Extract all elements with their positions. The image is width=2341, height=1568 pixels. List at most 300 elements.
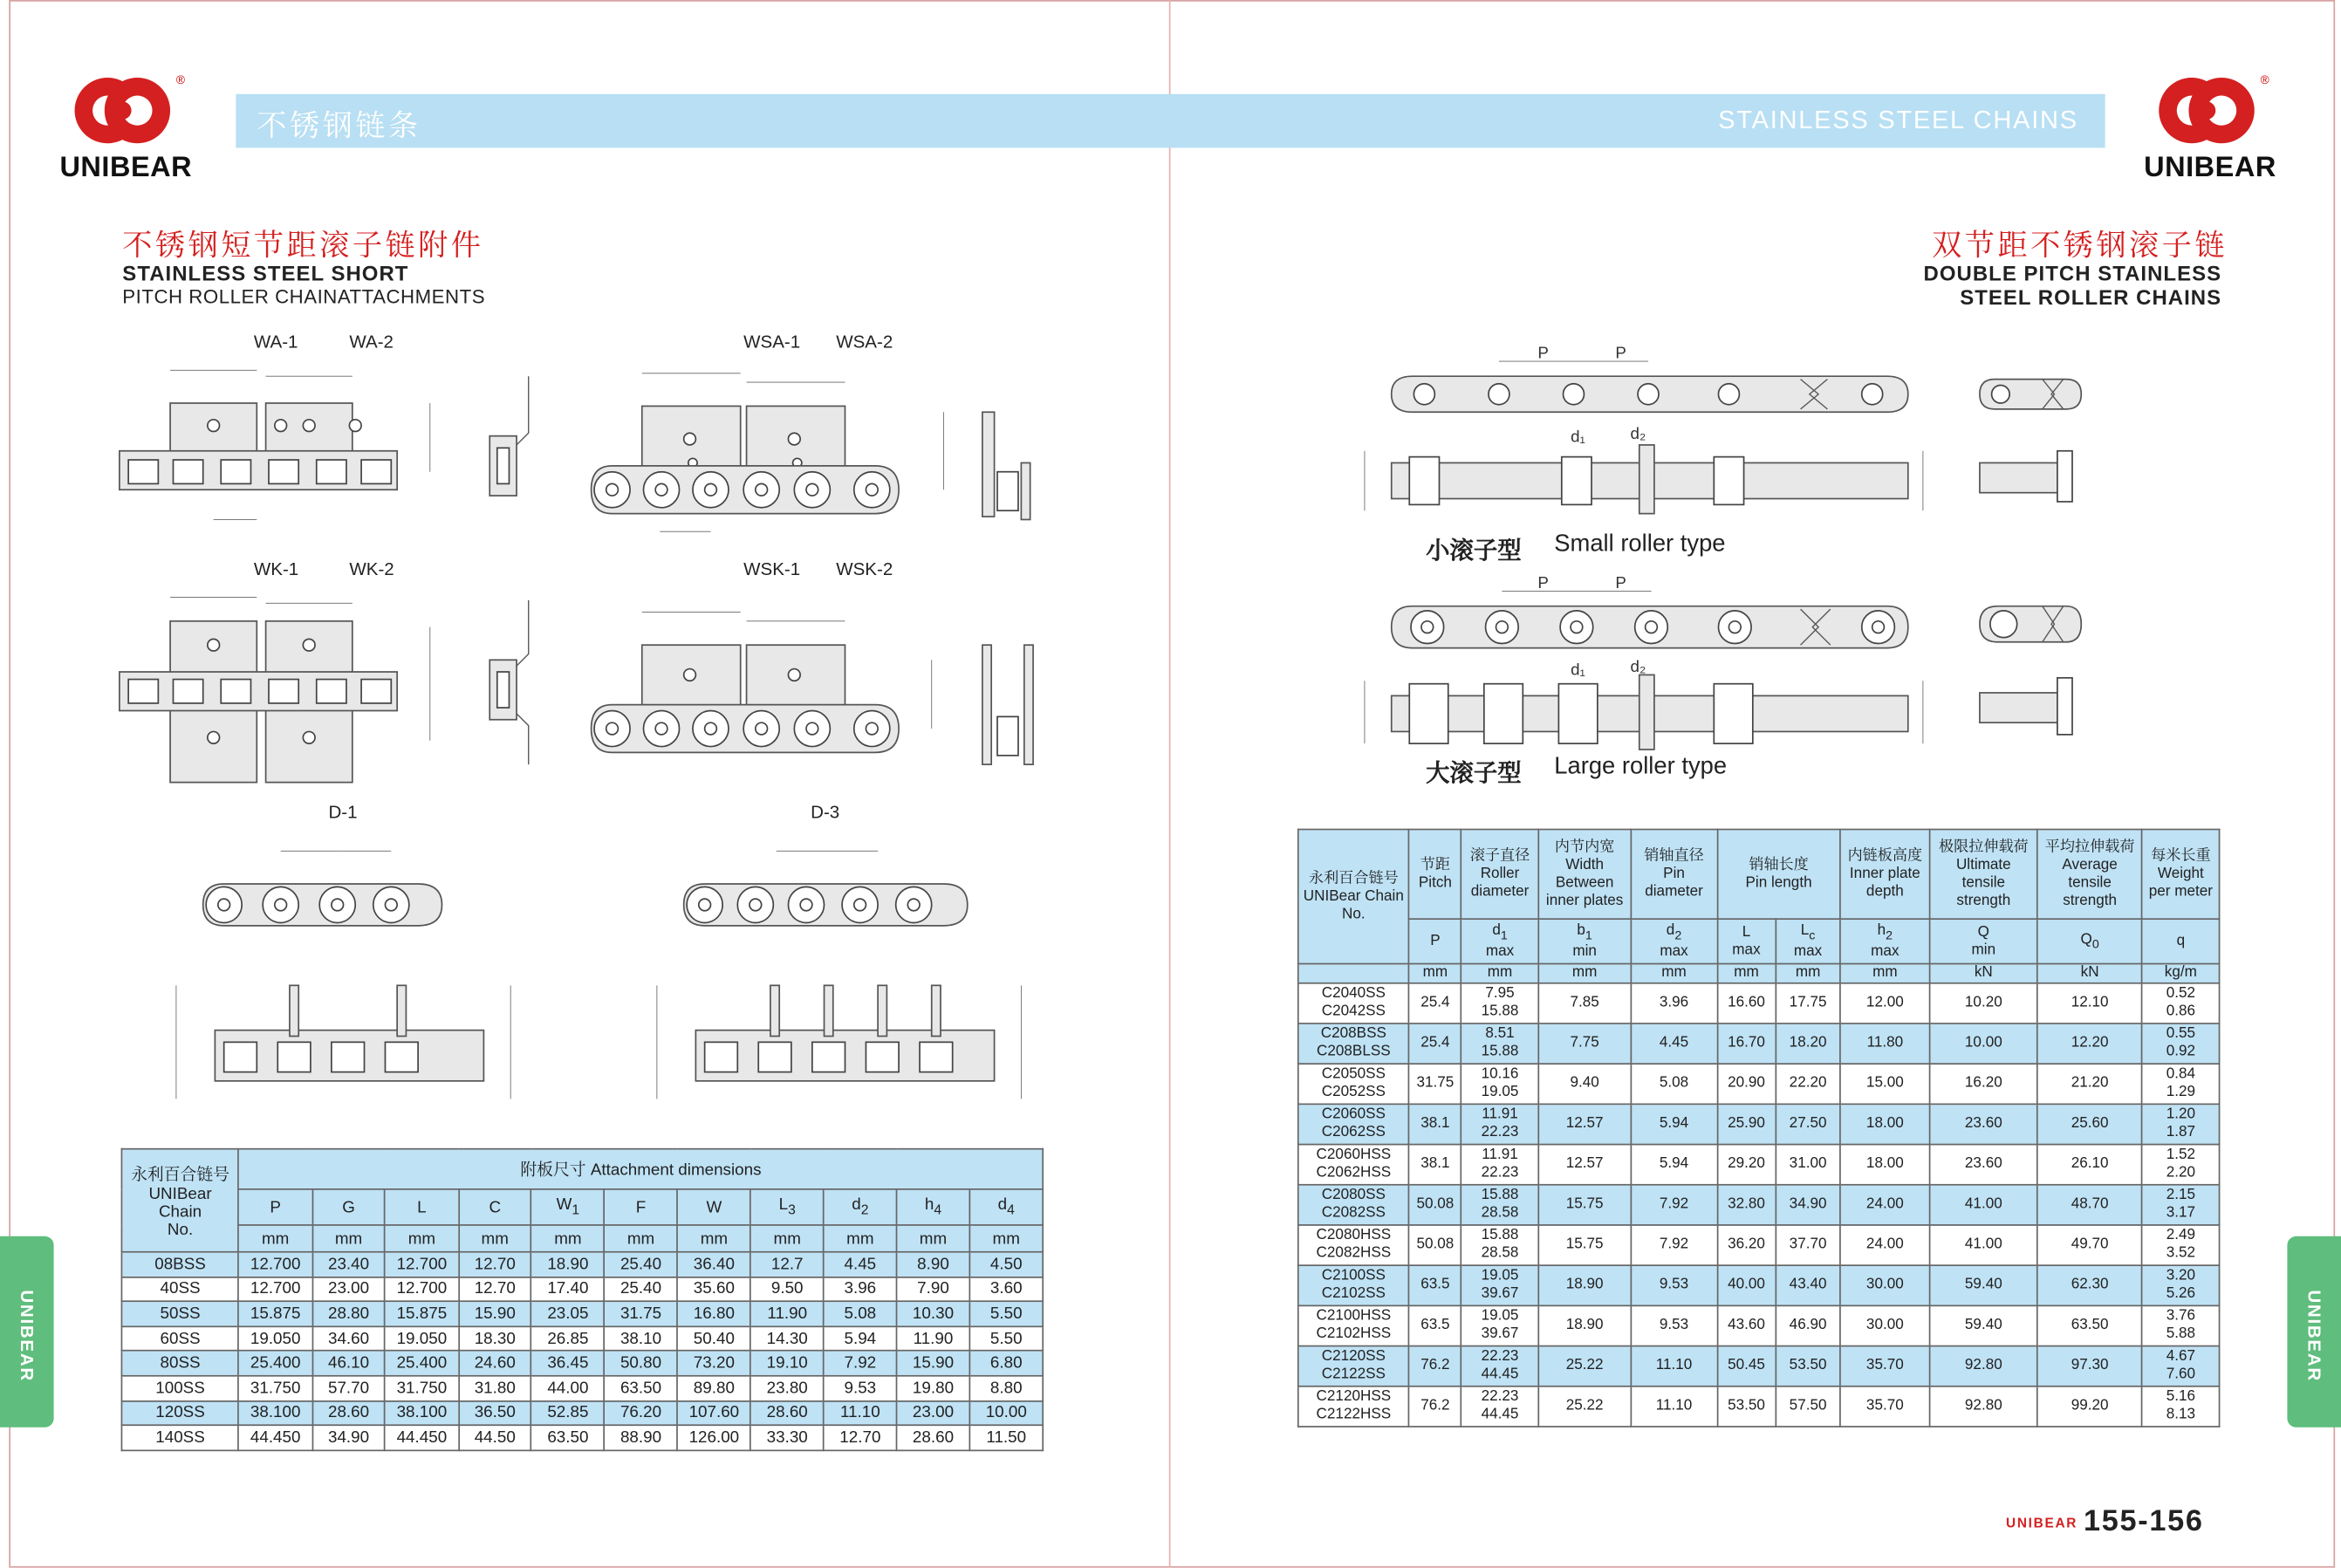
table-row [1298, 1024, 2220, 1064]
value-cell: 36.20 [1717, 1225, 1776, 1265]
brand-name-right: UNIBEAR [2144, 152, 2276, 184]
value-cell: 5.50 [969, 1302, 1043, 1326]
value-cell: 16.80 [677, 1302, 750, 1326]
left-title-cn: 不锈钢短节距滚子链附件 [122, 227, 484, 264]
symbol-cell: L max [1717, 919, 1776, 963]
table-row [121, 1326, 1043, 1351]
value-cell: 34.90 [312, 1426, 386, 1450]
chain-no-cell: C2120SS C2122SS [1298, 1346, 1409, 1387]
unit-cell: mm [969, 1225, 1043, 1252]
value-cell: 40.00 [1717, 1265, 1776, 1305]
spec-header-en: Roller diameter [1470, 865, 1530, 900]
value-cell: 15.88 28.58 [1461, 1185, 1538, 1225]
value-cell: 0.84 1.29 [2142, 1064, 2219, 1104]
value-cell: 63.50 [2037, 1305, 2142, 1345]
value-cell: 24.60 [458, 1351, 531, 1375]
side-tab-label: UNIBEAR [2303, 1290, 2325, 1382]
value-cell: 76.20 [605, 1400, 678, 1425]
value-cell: 27.50 [1776, 1104, 1840, 1144]
value-cell: 5.08 [824, 1302, 897, 1326]
value-cell: 12.7 [750, 1252, 824, 1277]
value-cell: 19.10 [750, 1351, 824, 1375]
value-cell: 36.50 [458, 1400, 531, 1425]
value-cell: 44.50 [458, 1426, 531, 1450]
symbol-cell: $Q_0$ [2037, 919, 2142, 963]
value-cell: 8.80 [969, 1376, 1043, 1400]
chain-no-header-cn: 永利百合链号 [131, 1166, 230, 1184]
value-cell: 24.00 [1840, 1185, 1929, 1225]
brand-name-left: UNIBEAR [59, 152, 193, 184]
value-cell: 25.400 [239, 1351, 312, 1375]
value-cell: 38.10 [605, 1326, 678, 1351]
value-cell: 12.00 [1840, 983, 1929, 1024]
value-cell: 25.4 [1409, 983, 1461, 1024]
brand-logo-icon [69, 75, 182, 150]
spec-header [1840, 830, 1929, 920]
value-cell: 25.400 [385, 1351, 458, 1375]
value-cell: 15.875 [385, 1302, 458, 1326]
label-wa2: WA-2 [349, 331, 394, 353]
col-header: $W_1$ [531, 1189, 605, 1225]
value-cell: 23.60 [1930, 1145, 2038, 1185]
label-wsa1: WSA-1 [743, 331, 801, 353]
side-tab-label: UNIBEAR [16, 1290, 38, 1382]
value-cell: 3.76 5.88 [2142, 1305, 2219, 1345]
value-cell: 23.00 [312, 1277, 386, 1301]
value-cell: 12.10 [2037, 983, 2142, 1024]
unit-cell: kg/m [2142, 964, 2219, 983]
value-cell: 14.30 [750, 1326, 824, 1351]
value-cell: 63.5 [1409, 1265, 1461, 1305]
value-cell: 10.20 [1930, 983, 2038, 1024]
value-cell: 33.30 [750, 1426, 824, 1450]
value-cell: 15.90 [897, 1351, 970, 1375]
value-cell: 53.50 [1717, 1387, 1776, 1427]
col-header: C [458, 1189, 531, 1225]
value-cell: 18.90 [1538, 1265, 1631, 1305]
table-row [1298, 1305, 2220, 1345]
chain-no-cell: C208BSS C208BLSS [1298, 1024, 1409, 1064]
left-title-en-2: PITCH ROLLER CHAINATTACHMENTS [122, 284, 486, 308]
col-header: W [677, 1189, 750, 1225]
value-cell: 52.85 [531, 1400, 605, 1425]
value-cell: 7.92 [824, 1351, 897, 1375]
small-roller-chain-drawing [1344, 338, 1941, 531]
label-d1: D-1 [328, 801, 358, 823]
value-cell: 17.40 [531, 1277, 605, 1301]
value-cell: 11.80 [1840, 1024, 1929, 1064]
value-cell: 7.92 [1631, 1225, 1717, 1265]
unit-cell: mm [824, 1225, 897, 1252]
value-cell: 35.70 [1840, 1387, 1929, 1427]
value-cell: 15.00 [1840, 1064, 1929, 1104]
value-cell: 63.50 [605, 1376, 678, 1400]
label-wsa2: WSA-2 [836, 331, 893, 353]
attachment-dimensions-table [121, 1148, 1044, 1451]
value-cell: 5.94 [1631, 1145, 1717, 1185]
value-cell: 10.16 19.05 [1461, 1064, 1538, 1104]
registered-mark: ® [175, 72, 186, 87]
value-cell: 31.750 [239, 1376, 312, 1400]
value-cell: 25.22 [1538, 1387, 1631, 1427]
value-cell: 4.45 [1631, 1024, 1717, 1064]
table-row [1298, 983, 2220, 1024]
chain-no-cell: C2100HSS C2102HSS [1298, 1305, 1409, 1345]
value-cell: 11.90 [750, 1302, 824, 1326]
value-cell: 30.00 [1840, 1305, 1929, 1345]
unit-cell: mm [239, 1225, 312, 1252]
page-number-value: 155-156 [2084, 1504, 2204, 1538]
right-title-cn: 双节距不锈钢滚子链 [1932, 227, 2228, 264]
value-cell: 38.100 [385, 1400, 458, 1425]
table-row [1298, 1346, 2220, 1387]
svg-text:d₁: d₁ [1571, 660, 1585, 679]
value-cell: 28.60 [750, 1400, 824, 1425]
unit-cell: mm [1409, 964, 1461, 983]
value-cell: 12.700 [239, 1277, 312, 1301]
value-cell: 25.40 [605, 1252, 678, 1277]
band-title-en: STAINLESS STEEL CHAINS [1718, 106, 2078, 134]
small-roller-end-view [1971, 367, 2091, 517]
table-row [121, 1376, 1043, 1400]
value-cell: 19.05 39.67 [1461, 1305, 1538, 1345]
value-cell: 4.67 7.60 [2142, 1346, 2219, 1387]
value-cell: 59.40 [1930, 1305, 2038, 1345]
value-cell: 37.70 [1776, 1225, 1840, 1265]
table-row [121, 1302, 1043, 1326]
svg-text:d₂: d₂ [1630, 424, 1646, 443]
value-cell: 7.95 15.88 [1461, 983, 1538, 1024]
table-row [121, 1351, 1043, 1375]
spec-header-cn: 每米长重 [2151, 847, 2211, 864]
value-cell: 28.60 [897, 1426, 970, 1450]
value-cell: 50.08 [1409, 1185, 1461, 1225]
unit-cell: mm [1461, 964, 1538, 983]
wsa-attachment-drawing [579, 359, 1058, 538]
table-row [1298, 1387, 2220, 1427]
value-cell: 50.08 [1409, 1225, 1461, 1265]
value-cell: 31.75 [605, 1302, 678, 1326]
col-header: $d_4$ [969, 1189, 1043, 1225]
value-cell: 92.80 [1930, 1387, 2038, 1427]
value-cell: 30.00 [1840, 1265, 1929, 1305]
value-cell: 31.75 [1409, 1064, 1461, 1104]
value-cell: 3.60 [969, 1277, 1043, 1301]
value-cell: 22.23 44.45 [1461, 1387, 1538, 1427]
table-row [121, 1277, 1043, 1301]
page-number [2006, 1505, 2204, 1539]
value-cell: 5.94 [824, 1326, 897, 1351]
value-cell: 36.40 [677, 1252, 750, 1277]
spec-header [1409, 830, 1461, 920]
label-wsk2: WSK-2 [836, 558, 893, 579]
value-cell: 53.50 [1776, 1346, 1840, 1387]
unit-cell: mm [1840, 964, 1929, 983]
chain-no-cell: C2080HSS C2082HSS [1298, 1225, 1409, 1265]
label-wk2: WK-2 [349, 558, 394, 579]
value-cell: 19.050 [385, 1326, 458, 1351]
value-cell: 11.10 [1631, 1387, 1717, 1427]
value-cell: 8.51 15.88 [1461, 1024, 1538, 1064]
spec-header-cn: 内链板高度 [1847, 847, 1923, 864]
table-row [1298, 1064, 2220, 1104]
value-cell: 97.30 [2037, 1346, 2142, 1387]
unit-cell: mm [1717, 964, 1776, 983]
chain-no-cell: C2040SS C2042SS [1298, 983, 1409, 1024]
value-cell: 15.88 28.58 [1461, 1225, 1538, 1265]
small-roller-label-cn: 小滚子型 [1426, 536, 1522, 565]
unit-cell: kN [1930, 964, 2038, 983]
value-cell: 29.20 [1717, 1145, 1776, 1185]
value-cell: 11.10 [1631, 1346, 1717, 1387]
value-cell: 16.20 [1930, 1064, 2038, 1104]
value-cell: 3.20 5.26 [2142, 1265, 2219, 1305]
value-cell: 38.1 [1409, 1104, 1461, 1144]
spec-header-en: Average tensile strength [2062, 856, 2118, 909]
value-cell: 38.1 [1409, 1145, 1461, 1185]
spec-header-en: Width Between inner plates [1545, 856, 1624, 909]
large-roller-chain-drawing [1344, 567, 1941, 761]
value-cell: 92.80 [1930, 1346, 2038, 1387]
d1-extended-pin-drawing [164, 830, 523, 1113]
double-pitch-spec-table [1297, 829, 2220, 1428]
value-cell: 31.750 [385, 1376, 458, 1400]
value-cell: 23.60 [1930, 1104, 2038, 1144]
value-cell: 73.20 [677, 1351, 750, 1375]
value-cell: 25.4 [1409, 1024, 1461, 1064]
value-cell: 15.75 [1538, 1225, 1631, 1265]
value-cell: 76.2 [1409, 1346, 1461, 1387]
value-cell: 11.50 [969, 1426, 1043, 1450]
label-d3: D-3 [811, 801, 840, 823]
right-title-en-1: DOUBLE PITCH STAINLESS [1923, 261, 2222, 285]
unit-cell: mm [1631, 964, 1717, 983]
value-cell: 19.050 [239, 1326, 312, 1351]
value-cell: 50.40 [677, 1326, 750, 1351]
spec-header-en: Pitch [1418, 873, 1452, 891]
col-header: $h_4$ [897, 1189, 970, 1225]
value-cell: 5.50 [969, 1326, 1043, 1351]
chain-no-header-en: Chain [158, 1203, 202, 1222]
spec-header [1461, 830, 1538, 920]
value-cell: 57.50 [1776, 1387, 1840, 1427]
value-cell: 28.80 [312, 1302, 386, 1326]
spec-header-en: Pin diameter [1645, 865, 1703, 900]
value-cell: 0.52 0.86 [2142, 983, 2219, 1024]
value-cell: 7.85 [1538, 983, 1631, 1024]
value-cell: 15.875 [239, 1302, 312, 1326]
registered-mark: ® [2260, 72, 2269, 87]
small-roller-label-en: Small roller type [1554, 531, 1726, 558]
value-cell: 12.700 [385, 1277, 458, 1301]
col-header: P [239, 1189, 312, 1225]
symbol-cell: $h_2$ max [1840, 919, 1929, 963]
value-cell: 4.45 [824, 1252, 897, 1277]
value-cell: 44.450 [385, 1426, 458, 1450]
spec-header-en: Weight per meter [2148, 865, 2213, 900]
value-cell: 4.50 [969, 1252, 1043, 1277]
value-cell: 23.80 [750, 1376, 824, 1400]
chain-no-cell: C2080SS C2082SS [1298, 1185, 1409, 1225]
chain-no-cell: C2060SS C2062SS [1298, 1104, 1409, 1144]
value-cell: 36.45 [531, 1351, 605, 1375]
label-wsk1: WSK-1 [743, 558, 801, 579]
value-cell: 5.94 [1631, 1104, 1717, 1144]
spec-header-en: Ultimate tensile strength [1955, 856, 2011, 909]
value-cell: 107.60 [677, 1400, 750, 1425]
label-wk1: WK-1 [253, 558, 299, 579]
table-row [121, 1426, 1043, 1450]
value-cell: 43.40 [1776, 1265, 1840, 1305]
value-cell: 9.40 [1538, 1064, 1631, 1104]
value-cell: 25.90 [1717, 1104, 1776, 1144]
svg-text:d₁: d₁ [1571, 427, 1585, 446]
value-cell: 99.20 [2037, 1387, 2142, 1427]
symbol-cell: $d_1$ max [1461, 919, 1538, 963]
value-cell: 15.90 [458, 1302, 531, 1326]
unit-cell: mm [385, 1225, 458, 1252]
value-cell: 23.05 [531, 1302, 605, 1326]
value-cell: 7.92 [1631, 1185, 1717, 1225]
value-cell: 18.90 [531, 1252, 605, 1277]
value-cell: 12.57 [1538, 1104, 1631, 1144]
value-cell: 6.80 [969, 1351, 1043, 1375]
value-cell: 12.700 [385, 1252, 458, 1277]
value-cell: 9.53 [824, 1376, 897, 1400]
value-cell: 63.50 [531, 1426, 605, 1450]
value-cell: 11.91 22.23 [1461, 1145, 1538, 1185]
chain-no-cell: C2050SS C2052SS [1298, 1064, 1409, 1104]
value-cell: 18.00 [1840, 1104, 1929, 1144]
unit-cell: mm [677, 1225, 750, 1252]
value-cell: 49.70 [2037, 1225, 2142, 1265]
symbol-cell: P [1409, 919, 1461, 963]
col-header: G [312, 1189, 386, 1225]
value-cell: 19.80 [897, 1376, 970, 1400]
page-spine [1169, 0, 1171, 1568]
value-cell: 26.10 [2037, 1145, 2142, 1185]
page-number-brand: UNIBEAR [2005, 1515, 2078, 1530]
value-cell: 126.00 [677, 1426, 750, 1450]
value-cell: 12.70 [824, 1426, 897, 1450]
unit-cell: kN [2037, 964, 2142, 983]
table-row [121, 1400, 1043, 1425]
d3-extended-pin-drawing [645, 830, 1033, 1113]
spec-header-cn: 平均拉伸载荷 [2044, 838, 2135, 855]
svg-text:P: P [1537, 573, 1549, 592]
col-header: F [605, 1189, 678, 1225]
value-cell: 22.23 44.45 [1461, 1346, 1538, 1387]
value-cell: 12.57 [1538, 1145, 1631, 1185]
value-cell: 89.80 [677, 1376, 750, 1400]
value-cell: 76.2 [1409, 1387, 1461, 1427]
value-cell: 9.50 [750, 1277, 824, 1301]
wsk-attachment-drawing [579, 585, 1058, 779]
spec-header [2142, 830, 2219, 920]
spec-header-cn: 销轴直径 [1644, 847, 1704, 864]
spec-header [2037, 830, 2142, 920]
value-cell: 9.53 [1631, 1305, 1717, 1345]
value-cell: 12.700 [239, 1252, 312, 1277]
symbol-cell: $L_c$ max [1776, 919, 1840, 963]
left-title-en-1: STAINLESS STEEL SHORT [122, 261, 409, 285]
symbol-cell: q [2142, 919, 2219, 963]
value-cell: 38.100 [239, 1400, 312, 1425]
value-cell: 2.15 3.17 [2142, 1185, 2219, 1225]
value-cell: 18.00 [1840, 1145, 1929, 1185]
value-cell: 41.00 [1930, 1185, 2038, 1225]
wk-attachment-drawing [116, 585, 564, 795]
value-cell: 3.96 [824, 1277, 897, 1301]
spec-header [1930, 830, 2038, 920]
brand-logo-icon [2153, 75, 2266, 150]
table-row [121, 1252, 1043, 1277]
value-cell: 34.60 [312, 1326, 386, 1351]
chain-no-cell: 08BSS [121, 1252, 238, 1277]
chain-no-cell: 40SS [121, 1277, 238, 1301]
band-title-cn: 不锈钢链条 [257, 107, 421, 144]
spec-header-cn: 极限拉伸载荷 [1938, 838, 2029, 855]
value-cell: 62.30 [2037, 1265, 2142, 1305]
value-cell: 21.20 [2037, 1064, 2142, 1104]
col-header: $L_3$ [750, 1189, 824, 1225]
value-cell: 24.00 [1840, 1225, 1929, 1265]
value-cell: 26.85 [531, 1326, 605, 1351]
value-cell: 12.20 [2037, 1024, 2142, 1064]
spec-header [1631, 830, 1717, 920]
value-cell: 20.90 [1717, 1064, 1776, 1104]
value-cell: 16.70 [1717, 1024, 1776, 1064]
table-row [1298, 1265, 2220, 1305]
value-cell: 12.70 [458, 1252, 531, 1277]
chain-no-cell: 50SS [121, 1302, 238, 1326]
value-cell: 48.70 [2037, 1185, 2142, 1225]
value-cell: 22.20 [1776, 1064, 1840, 1104]
chain-no-header-en: UNIBear [148, 1185, 212, 1204]
value-cell: 41.00 [1930, 1225, 2038, 1265]
value-cell: 1.20 1.87 [2142, 1104, 2219, 1144]
value-cell: 34.90 [1776, 1185, 1840, 1225]
chain-no-cell: 80SS [121, 1351, 238, 1375]
value-cell: 11.10 [824, 1400, 897, 1425]
spec-header-cn: 滚子直径 [1469, 847, 1530, 864]
value-cell: 88.90 [605, 1426, 678, 1450]
value-cell: 50.45 [1717, 1346, 1776, 1387]
value-cell: 31.00 [1776, 1145, 1840, 1185]
value-cell: 25.60 [2037, 1104, 2142, 1144]
unit-cell: mm [531, 1225, 605, 1252]
value-cell: 8.90 [897, 1252, 970, 1277]
symbol-cell: $b_1$ min [1538, 919, 1631, 963]
unit-cell: mm [312, 1225, 386, 1252]
value-cell: 35.60 [677, 1277, 750, 1301]
table-row [1298, 1225, 2220, 1265]
value-cell: 25.40 [605, 1277, 678, 1301]
value-cell: 18.20 [1776, 1024, 1840, 1064]
unit-cell: mm [1776, 964, 1840, 983]
value-cell: 18.90 [1538, 1305, 1631, 1345]
value-cell: 15.75 [1538, 1185, 1631, 1225]
spec-header-cn: 销轴长度 [1749, 856, 1809, 873]
value-cell: 10.00 [1930, 1024, 2038, 1064]
table-row [1298, 1104, 2220, 1144]
table-row [1298, 1185, 2220, 1225]
svg-text:P: P [1615, 343, 1626, 362]
large-roller-label-en: Large roller type [1554, 754, 1728, 780]
symbol-cell: $d_2$ max [1631, 919, 1717, 963]
value-cell: 7.75 [1538, 1024, 1631, 1064]
table-row [1298, 1145, 2220, 1185]
